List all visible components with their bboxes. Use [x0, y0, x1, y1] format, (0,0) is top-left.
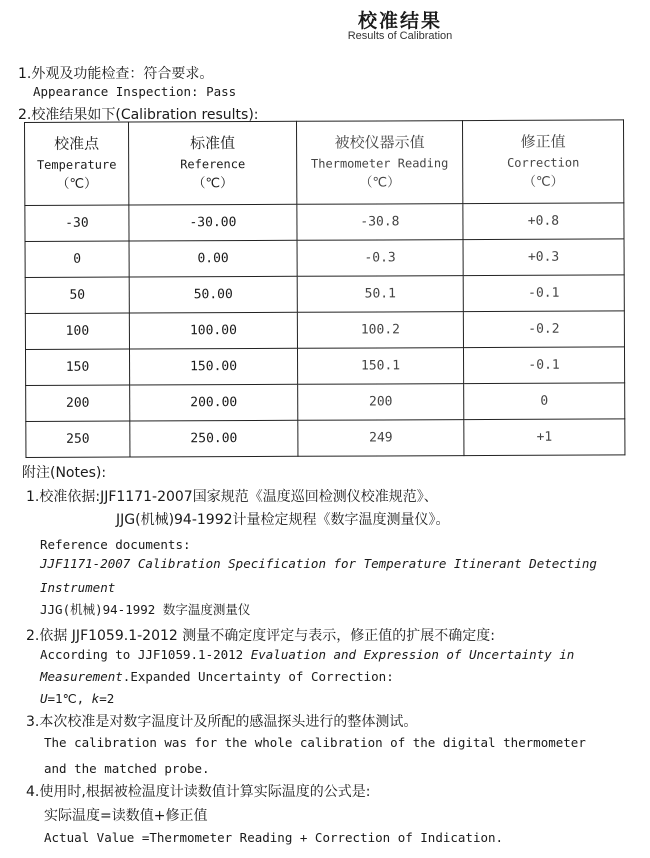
table-row [25, 275, 624, 314]
cell-reference: 100.00 [129, 312, 297, 349]
table-row [25, 203, 624, 242]
cell-temperature: 0 [25, 241, 129, 277]
note1-zh-line2: JJG(机械)94-1992计量检定规程《数字温度测量仪》。 [116, 512, 450, 528]
note3-en-line2: and the matched probe. [44, 761, 210, 776]
note3-en-line1: The calibration was for the whole calibration of the digital thermometer [44, 735, 586, 750]
header-temperature: 校准点 Temperature （℃） [25, 122, 129, 205]
table-row [25, 311, 624, 350]
cell-correction: +0.3 [463, 239, 624, 276]
cell-correction: -0.1 [463, 347, 624, 384]
cell-reading: 100.2 [297, 312, 463, 349]
item1-zh: 1.外观及功能检查：符合要求。 [18, 66, 214, 82]
cell-correction: +0.8 [463, 203, 624, 240]
note3-zh: 3.本次校准是对数字温度计及所配的感温探头进行的整体测试。 [26, 714, 418, 730]
cell-reading: 50.1 [297, 276, 463, 313]
header-reference: 标准值 Reference （℃） [129, 121, 297, 205]
calibration-table [24, 119, 625, 458]
note4-zh: 4.使用时,根据被检温度计读数值计算实际温度的公式是: [26, 784, 371, 800]
cell-temperature: 100 [25, 313, 129, 349]
cell-temperature: 150 [25, 349, 129, 385]
cell-temperature: 50 [25, 277, 129, 313]
cell-reference: 250.00 [130, 420, 298, 457]
table-row [26, 419, 625, 458]
page-subtitle: Results of Calibration [347, 30, 453, 42]
table-row [26, 383, 625, 422]
notes-heading: 附注(Notes): [22, 465, 107, 481]
table-row [25, 347, 624, 386]
item2-heading: 2.校准结果如下(Calibration results): [18, 107, 259, 123]
cell-reference: 150.00 [129, 348, 297, 385]
cell-reference: -30.00 [129, 204, 297, 241]
table-row [25, 239, 624, 278]
cell-reading: -0.3 [297, 240, 463, 277]
cell-temperature: 250 [26, 421, 130, 457]
note1-ref-jjf-cont: Instrument [40, 580, 116, 595]
header-thermometer-reading: 被校仪器示值 Thermometer Reading （℃） [296, 121, 462, 205]
note2-en-line2: Measurement.Expanded Uncertainty of Correction: [40, 669, 394, 684]
cell-temperature: -30 [25, 205, 129, 241]
cell-reference: 0.00 [129, 240, 297, 277]
note1-ref-jjf: JJF1171-2007 Calibration Specification for Temperature Itinerant Detecting [40, 556, 597, 571]
header-correction: 修正值 Correction （℃） [462, 120, 623, 204]
cell-reference: 200.00 [130, 384, 298, 421]
note4-formula-zh: 实际温度=读数值+修正值 [44, 808, 208, 824]
item1-en: Appearance Inspection: Pass [33, 84, 237, 99]
cell-reading: 150.1 [297, 348, 463, 385]
cell-reference: 50.00 [129, 276, 297, 313]
note1-ref-label: Reference documents: [40, 537, 191, 552]
cell-correction: -0.2 [463, 311, 624, 348]
cell-correction: -0.1 [463, 275, 624, 312]
cell-temperature: 200 [26, 385, 130, 421]
cell-correction: +1 [464, 419, 625, 456]
cell-reading: 200 [298, 384, 464, 421]
note1-ref-jjg: JJG(机械)94-1992 数字温度测量仪 [40, 602, 251, 617]
note1-zh-line1: 1.校准依据:JJF1171-2007国家规范《温度巡回检测仪校准规范》、 [26, 489, 438, 505]
note2-uncertainty: U=1℃, k=2 [40, 691, 115, 706]
note2-en-line1: According to JJF1059.1-2012 Evaluation and Expression of Uncertainty in [40, 647, 575, 662]
cell-reading: 249 [298, 420, 464, 457]
table-header-row [25, 120, 624, 206]
note4-formula-en: Actual Value =Thermometer Reading + Correction of Indication. [44, 830, 504, 845]
note2-zh: 2.依据 JJF1059.1-2012 测量不确定度评定与表示，修正值的扩展不确定度: [26, 628, 495, 644]
page-title: 校准结果 [357, 10, 442, 32]
cell-correction: 0 [464, 383, 625, 420]
cell-reading: -30.8 [297, 204, 463, 241]
